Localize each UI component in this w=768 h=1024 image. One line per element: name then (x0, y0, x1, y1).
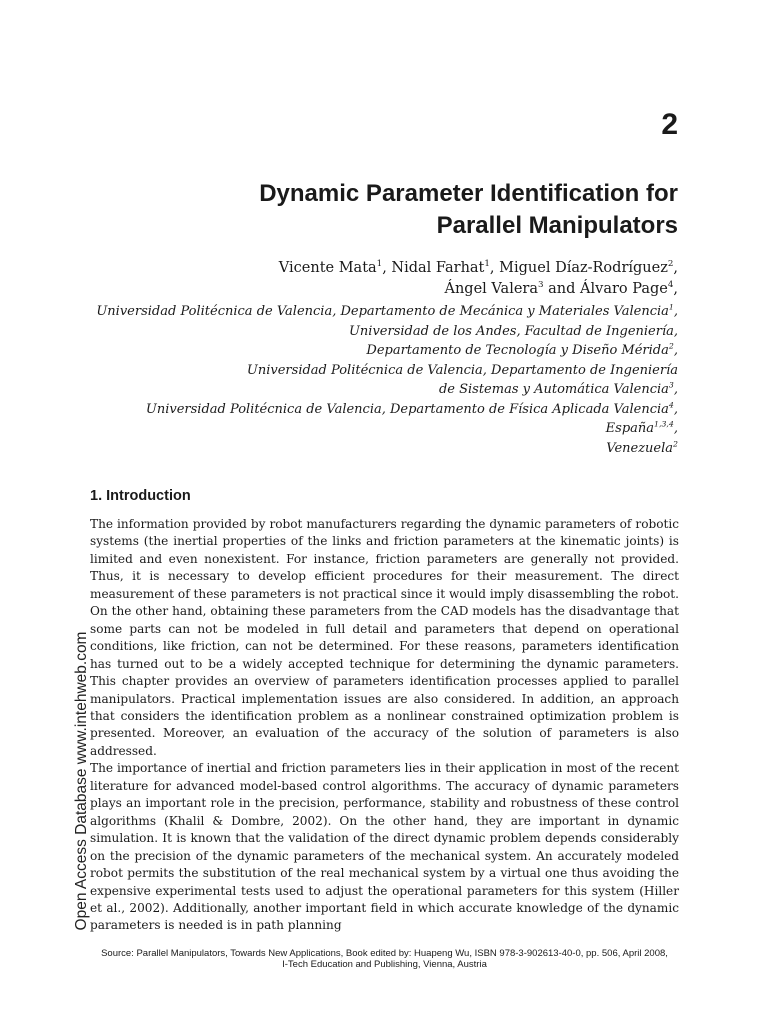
author-separator: , (489, 260, 500, 276)
affiliation-mark: 2 (668, 341, 674, 351)
affiliation-punctuation: , (673, 304, 678, 319)
affiliation-line (96, 400, 678, 420)
author-list (279, 258, 678, 300)
affiliation-line (96, 380, 678, 400)
author-affiliation-mark: 1 (484, 259, 490, 270)
affiliation-line (96, 439, 678, 459)
source-line-2: I-Tech Education and Publishing, Vienna, Austria (282, 959, 487, 970)
affiliation-mark: 4 (668, 400, 674, 410)
affiliation-line (96, 322, 678, 342)
author-line-2 (279, 279, 678, 300)
author-affiliation-mark: 4 (667, 280, 674, 291)
affiliation-line (96, 341, 678, 361)
affiliation-mark: 1 (668, 302, 674, 312)
affiliation-punctuation: , (673, 343, 678, 358)
author-name: Álvaro Page (580, 281, 668, 297)
affiliation-list (96, 302, 678, 458)
affiliation-mark: 2 (673, 439, 678, 449)
affiliation-text: Universidad Politécnica de Valencia, Departamento de Física Aplicada Valencia (145, 401, 669, 417)
author-separator: and (543, 281, 581, 297)
chapter-number: 2 (661, 108, 678, 141)
affiliation-line (96, 419, 678, 439)
author-affiliation-mark: 2 (667, 259, 674, 270)
affiliation-mark: 1,3,4 (654, 419, 674, 429)
source-footer (90, 948, 679, 970)
section-heading: 1. Introduction (90, 488, 191, 504)
affiliation-line (96, 302, 678, 322)
author-separator: , (382, 260, 392, 276)
author-name: Nidal Farhat (391, 260, 485, 276)
chapter-title-line-1: Dynamic Parameter Identification for (259, 180, 678, 207)
source-line-1: Source: Parallel Manipulators, Towards New Applications, Book edited by: Huapeng Wu, ISBN 978-3-902613-40-0, pp. 506, April 2008, (101, 948, 668, 959)
affiliation-punctuation: , (673, 401, 678, 417)
author-affiliation-mark: 3 (538, 280, 544, 291)
author-line-1 (279, 258, 678, 279)
affiliation-punctuation: , (673, 382, 678, 397)
author-affiliation-mark: 1 (376, 259, 383, 270)
affiliation-text: Departamento de Tecnología y Diseño Mérida (366, 343, 669, 358)
body-paragraph: The information provided by robot manufacturers regarding the dynamic parameters of robotic systems (the inertial properties of the links and friction parameters at the kinematic joints) is limited and even nonexistent. For instance, friction parameters are generally not provided. Thus, it is necessary to develop efficient procedures for their measurement. The direct measurement of these parameters is not practical since it would imply disassembling the robot. On the other hand, obtaining these parameters from the CAD models has the disadvantage that some parts can not be modeled in full detail and parameters that depend on operational conditions, like friction, can not be determined. For these reasons, parameters identification has turned out to be a widely accepted technique for determining the dynamic parameters. This chapter provides an overview of parameters identification processes applied to parallel manipulators. Practical implementation issues are also considered. In addition, an approach that considers the identification problem as a nonlinear constrained optimization problem is presented. Moreover, an evaluation of the accuracy of the solution of parameters is also addressed. (90, 517, 679, 758)
affiliation-text: Venezuela (606, 440, 674, 456)
body-paragraph: The importance of inertial and friction parameters lies in their application in most of the recent literature for advanced model-based control algorithms. The accuracy of dynamic parameters plays an important role in the precision, performance, stability and robustness of these control algorithms (Khalil & Dombre, 2002). On the other hand, they are important in dynamic simulation. It is known that the validation of the direct dynamic problem depends considerably on the precision of the dynamic parameters of the mechanical system. An accurately modeled robot permits the substitution of the real mechanical system by a virtual one thus avoiding the expensive experimental tests used to adjust the operational parameters for this system (Hiller et al., 2002). Additionally, another important field in which accurate knowledge of the dynamic parameters is needed is in path planning (90, 761, 679, 933)
chapter-title-line-2: Parallel Manipulators (436, 212, 678, 239)
affiliation-text: de Sistemas y Automática Valencia (438, 382, 669, 397)
affiliation-punctuation: , (673, 421, 678, 436)
watermark-text: Open Access Database www.intehweb.com (73, 631, 90, 931)
affiliation-text: Universidad Politécnica de Valencia, Departamento de Mecánica y Materiales Valencia (96, 304, 669, 319)
author-name: Ángel Valera (444, 281, 538, 297)
chapter-title (259, 178, 678, 242)
author-separator: , (673, 260, 678, 276)
affiliation-text: Universidad Politécnica de Valencia, Departamento de Ingeniería (246, 362, 678, 378)
affiliation-mark: 3 (668, 380, 674, 390)
affiliation-text: Universidad de los Andes, Facultad de Ingeniería, (348, 323, 678, 339)
author-separator: , (673, 281, 678, 297)
author-name: Vicente Mata (278, 260, 377, 276)
affiliation-text: España (605, 421, 655, 436)
author-name: Miguel Díaz-Rodríguez (499, 260, 668, 276)
affiliation-line (96, 361, 678, 381)
body-text (90, 516, 679, 935)
